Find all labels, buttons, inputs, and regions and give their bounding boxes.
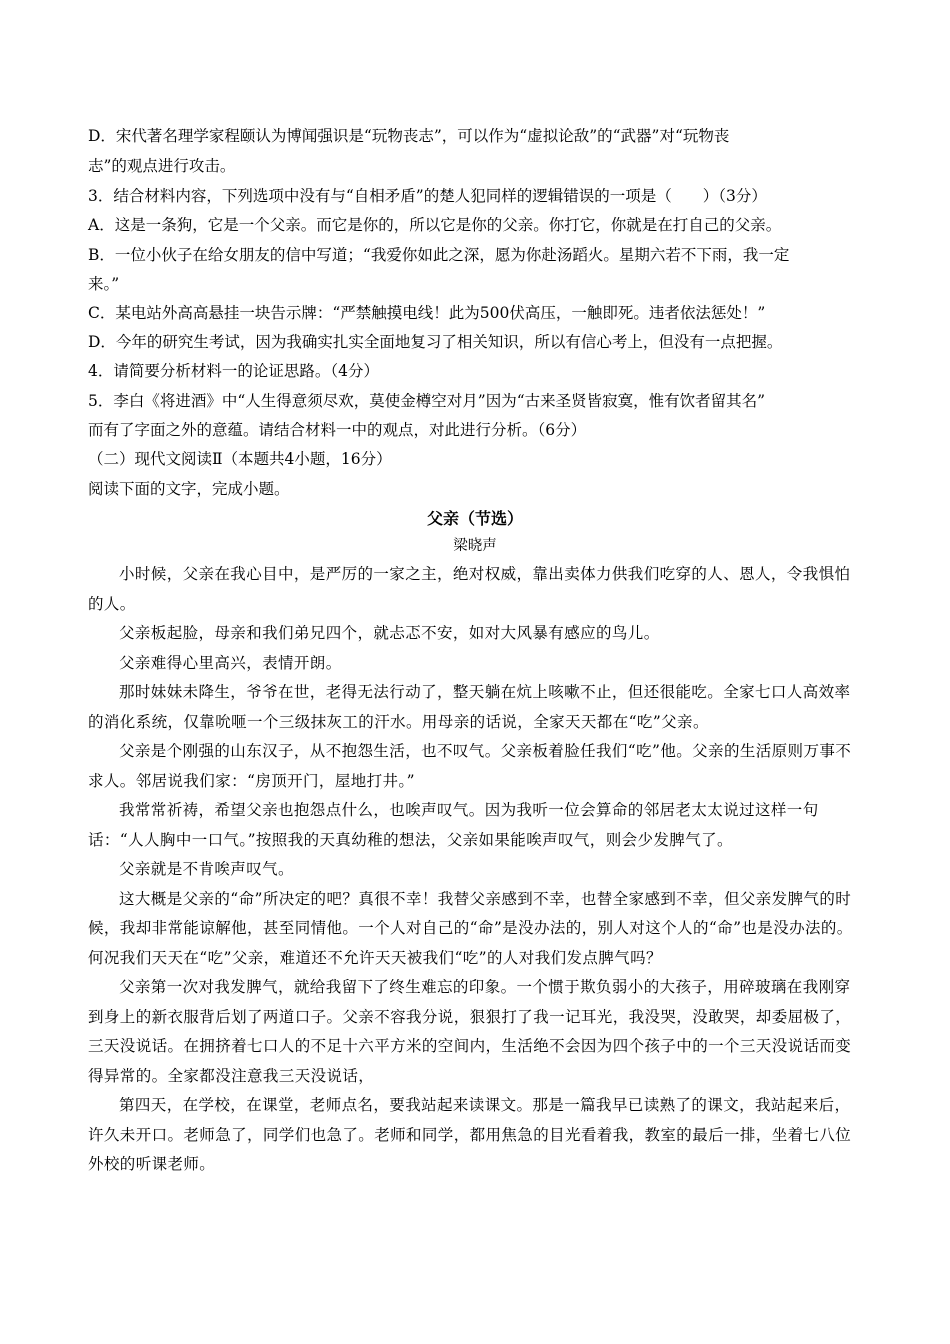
article-title: 父亲（节选） (426, 509, 523, 528)
section-heading: （二）现代文阅读Ⅱ（本题共4小题，16分） (88, 450, 392, 468)
q2-option-d-line2: 志”的观点进行攻击。 (88, 157, 236, 175)
q3-option-a: A．这是一条狗，它是一个父亲。而它是你的，所以它是你的父亲。你打它，你就是在打自己的父亲。 (88, 216, 782, 234)
q5-line1: 5．李白《将进酒》中“人生得意须尽欢，莫使金樽空对月”因为“古来圣贤皆寂寞，惟有饮者留其名” (88, 392, 766, 410)
article-body (88, 560, 860, 1180)
article-paragraph: 这大概是父亲的“命”所决定的吧？真很不幸！我替父亲感到不幸，也替全家感到不幸，但父亲发脾气的时候，我却非常能谅解他，甚至同情他。一个人对自己的“命”是没办法的，别人对这个人的“命”也是没办法的。何况我们天天在“吃”父亲，难道还不允许天天被我们“吃”的人对我们发点脾气吗？ (88, 889, 853, 967)
article-paragraph: 父亲是个刚强的山东汉子，从不抱怨生活，也不叹气。父亲板着脸任我们“吃”他。父亲的生活原则万事不求人。邻居说我们家：“房顶开门，屋地打井。” (88, 742, 852, 790)
article-paragraph: 父亲难得心里高兴，表情开朗。 (119, 653, 342, 672)
q4-stem: 4．请简要分析材料一的论证思路。（4分） (88, 362, 379, 380)
q3-stem: 3．结合材料内容，下列选项中没有与“自相矛盾”的楚人犯同样的逻辑错误的一项是（ ）（3分） (88, 187, 767, 205)
article-paragraph: 第四天，在学校，在课堂，老师点名，要我站起来读课文。那是一篇我早已读熟了的课文，我站起来后，许久未开口。老师急了，同学们也急了。老师和同学，都用焦急的目光看着我，教室的最后一排，坐着七八位外校的听课老师。 (88, 1096, 852, 1173)
article-paragraph: 父亲第一次对我发脾气，就给我留下了终生难忘的印象。一个惯于欺负弱小的大孩子，用碎玻璃在我刚穿到身上的新衣服背后划了两道口子。父亲不容我分说，狠狠打了我一记耳光，我没哭，没敢哭，却委屈极了，三天没说话。在拥挤着七口人的不足十六平方米的空间内，生活绝不会因为四个孩子中的一个三天没说话而变得异常的。全家都没注意我三天没说话， (88, 978, 852, 1085)
article-paragraph: 父亲板起脸，母亲和我们弟兄四个，就忐忑不安，如对大风暴有感应的鸟儿。 (119, 624, 660, 642)
article-paragraph: 父亲就是不肯唉声叹气。 (119, 860, 294, 878)
q3-option-d: D．今年的研究生考试，因为我确实扎实全面地复习了相关知识，所以有信心考上，但没有一点把握。 (88, 333, 783, 351)
article-paragraph: 我常常祈祷，希望父亲也抱怨点什么，也唉声叹气。因为我听一位会算命的邻居老太太说过这样一句话：“人人胸中一口气。”按照我的天真幼稚的想法，父亲如果能唉声叹气，则会少发脾气了。 (88, 801, 819, 849)
q5-line2: 而有了字面之外的意蕴。请结合材料一中的观点，对此进行分析。（6分） (88, 421, 587, 439)
q2-option-d-line1: D．宋代著名理学家程颐认为博闻强识是“玩物丧志”，可以作为“虚拟论敌”的“武器”对“玩物丧 (88, 127, 730, 145)
article-paragraph: 小时候，父亲在我心目中，是严厉的一家之主，绝对权威，靠出卖体力供我们吃穿的人、恩人，令我惧怕的人。 (88, 565, 851, 613)
article-paragraph: 那时妹妹未降生，爷爷在世，老得无法行动了，整天躺在炕上咳嗽不止，但还很能吃。全家七口人高效率的消化系统，仅靠吮咂一个三级抹灰工的汗水。用母亲的话说，全家天天都在“吃”父亲。 (88, 683, 851, 731)
q3-option-b-line2: 来。” (88, 275, 120, 293)
q3-option-b-line1: B．一位小伙子在给女朋友的信中写道；“我爱你如此之深，愿为你赴汤蹈火。星期六若不下雨，我一定 (88, 246, 790, 264)
article-author: 梁晓声 (453, 538, 497, 554)
q3-option-c: C．某电站外高高悬挂一块告示牌：“严禁触摸电线！此为500伏高压，一触即死。违者依法惩处！” (88, 304, 766, 322)
section-instruction: 阅读下面的文字，完成小题。 (88, 480, 290, 498)
